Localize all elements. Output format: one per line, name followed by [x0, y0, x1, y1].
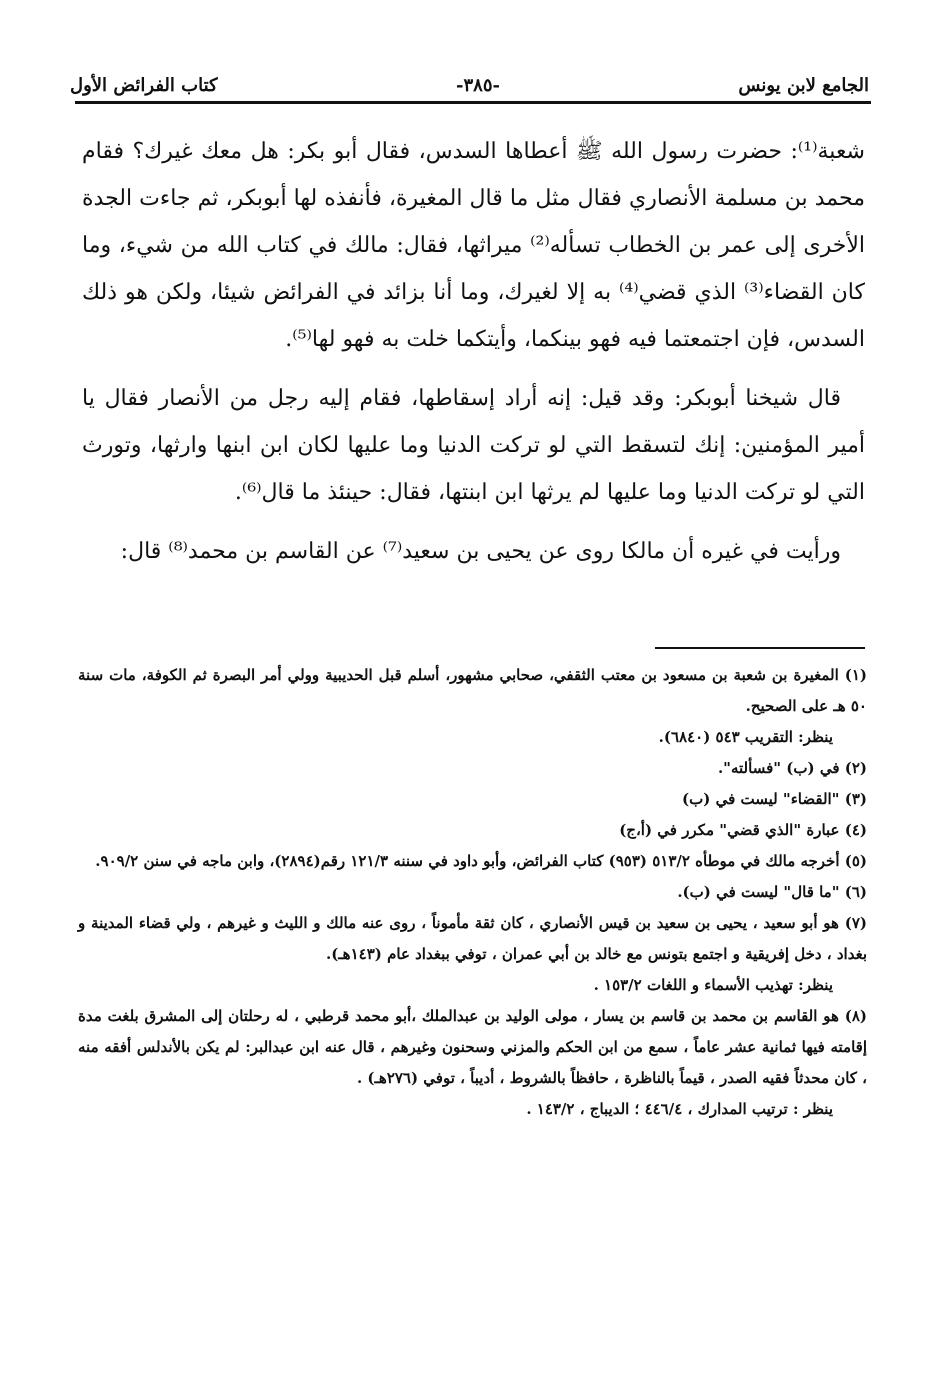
footnote-6: (٦) "ما قال" ليست في (ب). — [677, 883, 867, 901]
footnote-3: (٣) "القضاء" ليست في (ب) — [682, 790, 867, 808]
footnotes — [78, 660, 867, 1125]
footnote-2: (٢) في (ب) "فسألته". — [717, 759, 867, 777]
chapter-title: كتاب الفرائض الأول — [70, 74, 218, 96]
footnote-8: (٨) هو القاسم بن محمد بن قاسم بن يسار ، مولى الوليد بن عبدالملك ،أبو محمد قرطبي ، له رحلتان إلى المشرق بلغت مدة إقامته فيها ثمانية عشر عاماً ، سمع من ابن الحكم والمزني وسحنون وغيرهم ، قال عنه ابن عبدالبر: لم يكن بالأندلس أفقه منه ، كان محدثاً فقيه الصدر ، قيماً بالناظرة ، حافظاً بالشروط ، أديباً ، توفي (٢٧٦هـ) . — [78, 1007, 867, 1087]
book-title: الجامع لابن يونس — [738, 74, 869, 96]
paragraph-1: شعبة⁽¹⁾: حضرت رسول الله ﷺ أعطاها السدس، فقال أبو بكر: هل معك غيرك؟ فقام محمد بن مسلمة الأنصاري فقال مثل ما قال المغيرة، فأنفذه لها أبوبكر، ثم جاءت الجدة الأخرى إلى عمر بن الخطاب تسأله⁽²⁾ ميراثها، فقال: مالك في كتاب الله من شيء، وما كان القضاء⁽³⁾ الذي قضي⁽⁴⁾ به إلا لغيرك، وما أنا بزائد في الفرائض شيئا، ولكن هو ذلك السدس، فإن اجتمعتما فيه فهو بينكما، وأيتكما خلت به فهو لها⁽⁵⁾. — [82, 139, 865, 352]
header-rule — [75, 101, 871, 104]
running-header — [70, 70, 869, 100]
paragraph-3: ورأيت في غيره أن مالكا روى عن يحيى بن سعيد⁽⁷⁾ عن القاسم بن محمد⁽⁸⁾ قال: — [120, 539, 841, 564]
footnote-7-reference: ينظر: تهذيب الأسماء و اللغات ١٥٣/٢ . — [593, 976, 833, 994]
paragraph-2: قال شيخنا أبوبكر: وقد قيل: إنه أراد إسقاطها، فقام إليه رجل من الأنصار فقال يا أمير المؤمنين: إنك لتسقط التي لو تركت الدنيا وما عليها لكان ابن ابنها وارثها، وتورث التي لو تركت الدنيا وما عليها لم يرثها ابن ابنتها، فقال: حينئذ ما قال⁽⁶⁾. — [82, 386, 865, 505]
footnote-5: (٥) أخرجه مالك في موطأه ٥١٣/٢ (٩٥٣) كتاب الفرائض، وأبو داود في سننه ١٢١/٣ رقم(٢٨٩٤)، وابن ماجه في سنن ٩٠٩/٢. — [95, 852, 867, 870]
footnote-7: (٧) هو أبو سعيد ، يحيى بن سعيد بن قيس الأنصاري ، كان ثقة مأموناً ، روى عنه مالك و الليث و غيرهم ، ولي قضاء المدينة و بغداد ، دخل إفريقية و اجتمع بتونس مع خالد بن أبي عمران ، توفي ببغداد عام (١٤٣هـ). — [78, 914, 867, 963]
main-text — [82, 128, 865, 587]
footnote-separator — [655, 647, 865, 649]
footnote-1: (١) المغيرة بن شعبة بن مسعود بن معتب الثقفي، صحابي مشهور، أسلم قبل الحديبية وولي أمر البصرة ثم الكوفة، مات سنة ٥٠ هـ على الصحيح. — [78, 666, 867, 715]
footnote-4: (٤) عبارة "الذي قضي" مكرر في (أ،ج) — [619, 821, 867, 839]
footnote-8-reference: ينظر : ترتيب المدارك ، ٤٤٦/٤ ؛ الديباج ، ١٤٣/٢ . — [526, 1100, 833, 1118]
footnote-1-reference: ينظر: التقريب ٥٤٣ (٦٨٤٠). — [658, 728, 833, 746]
page-number: -٣٨٥- — [456, 74, 500, 96]
